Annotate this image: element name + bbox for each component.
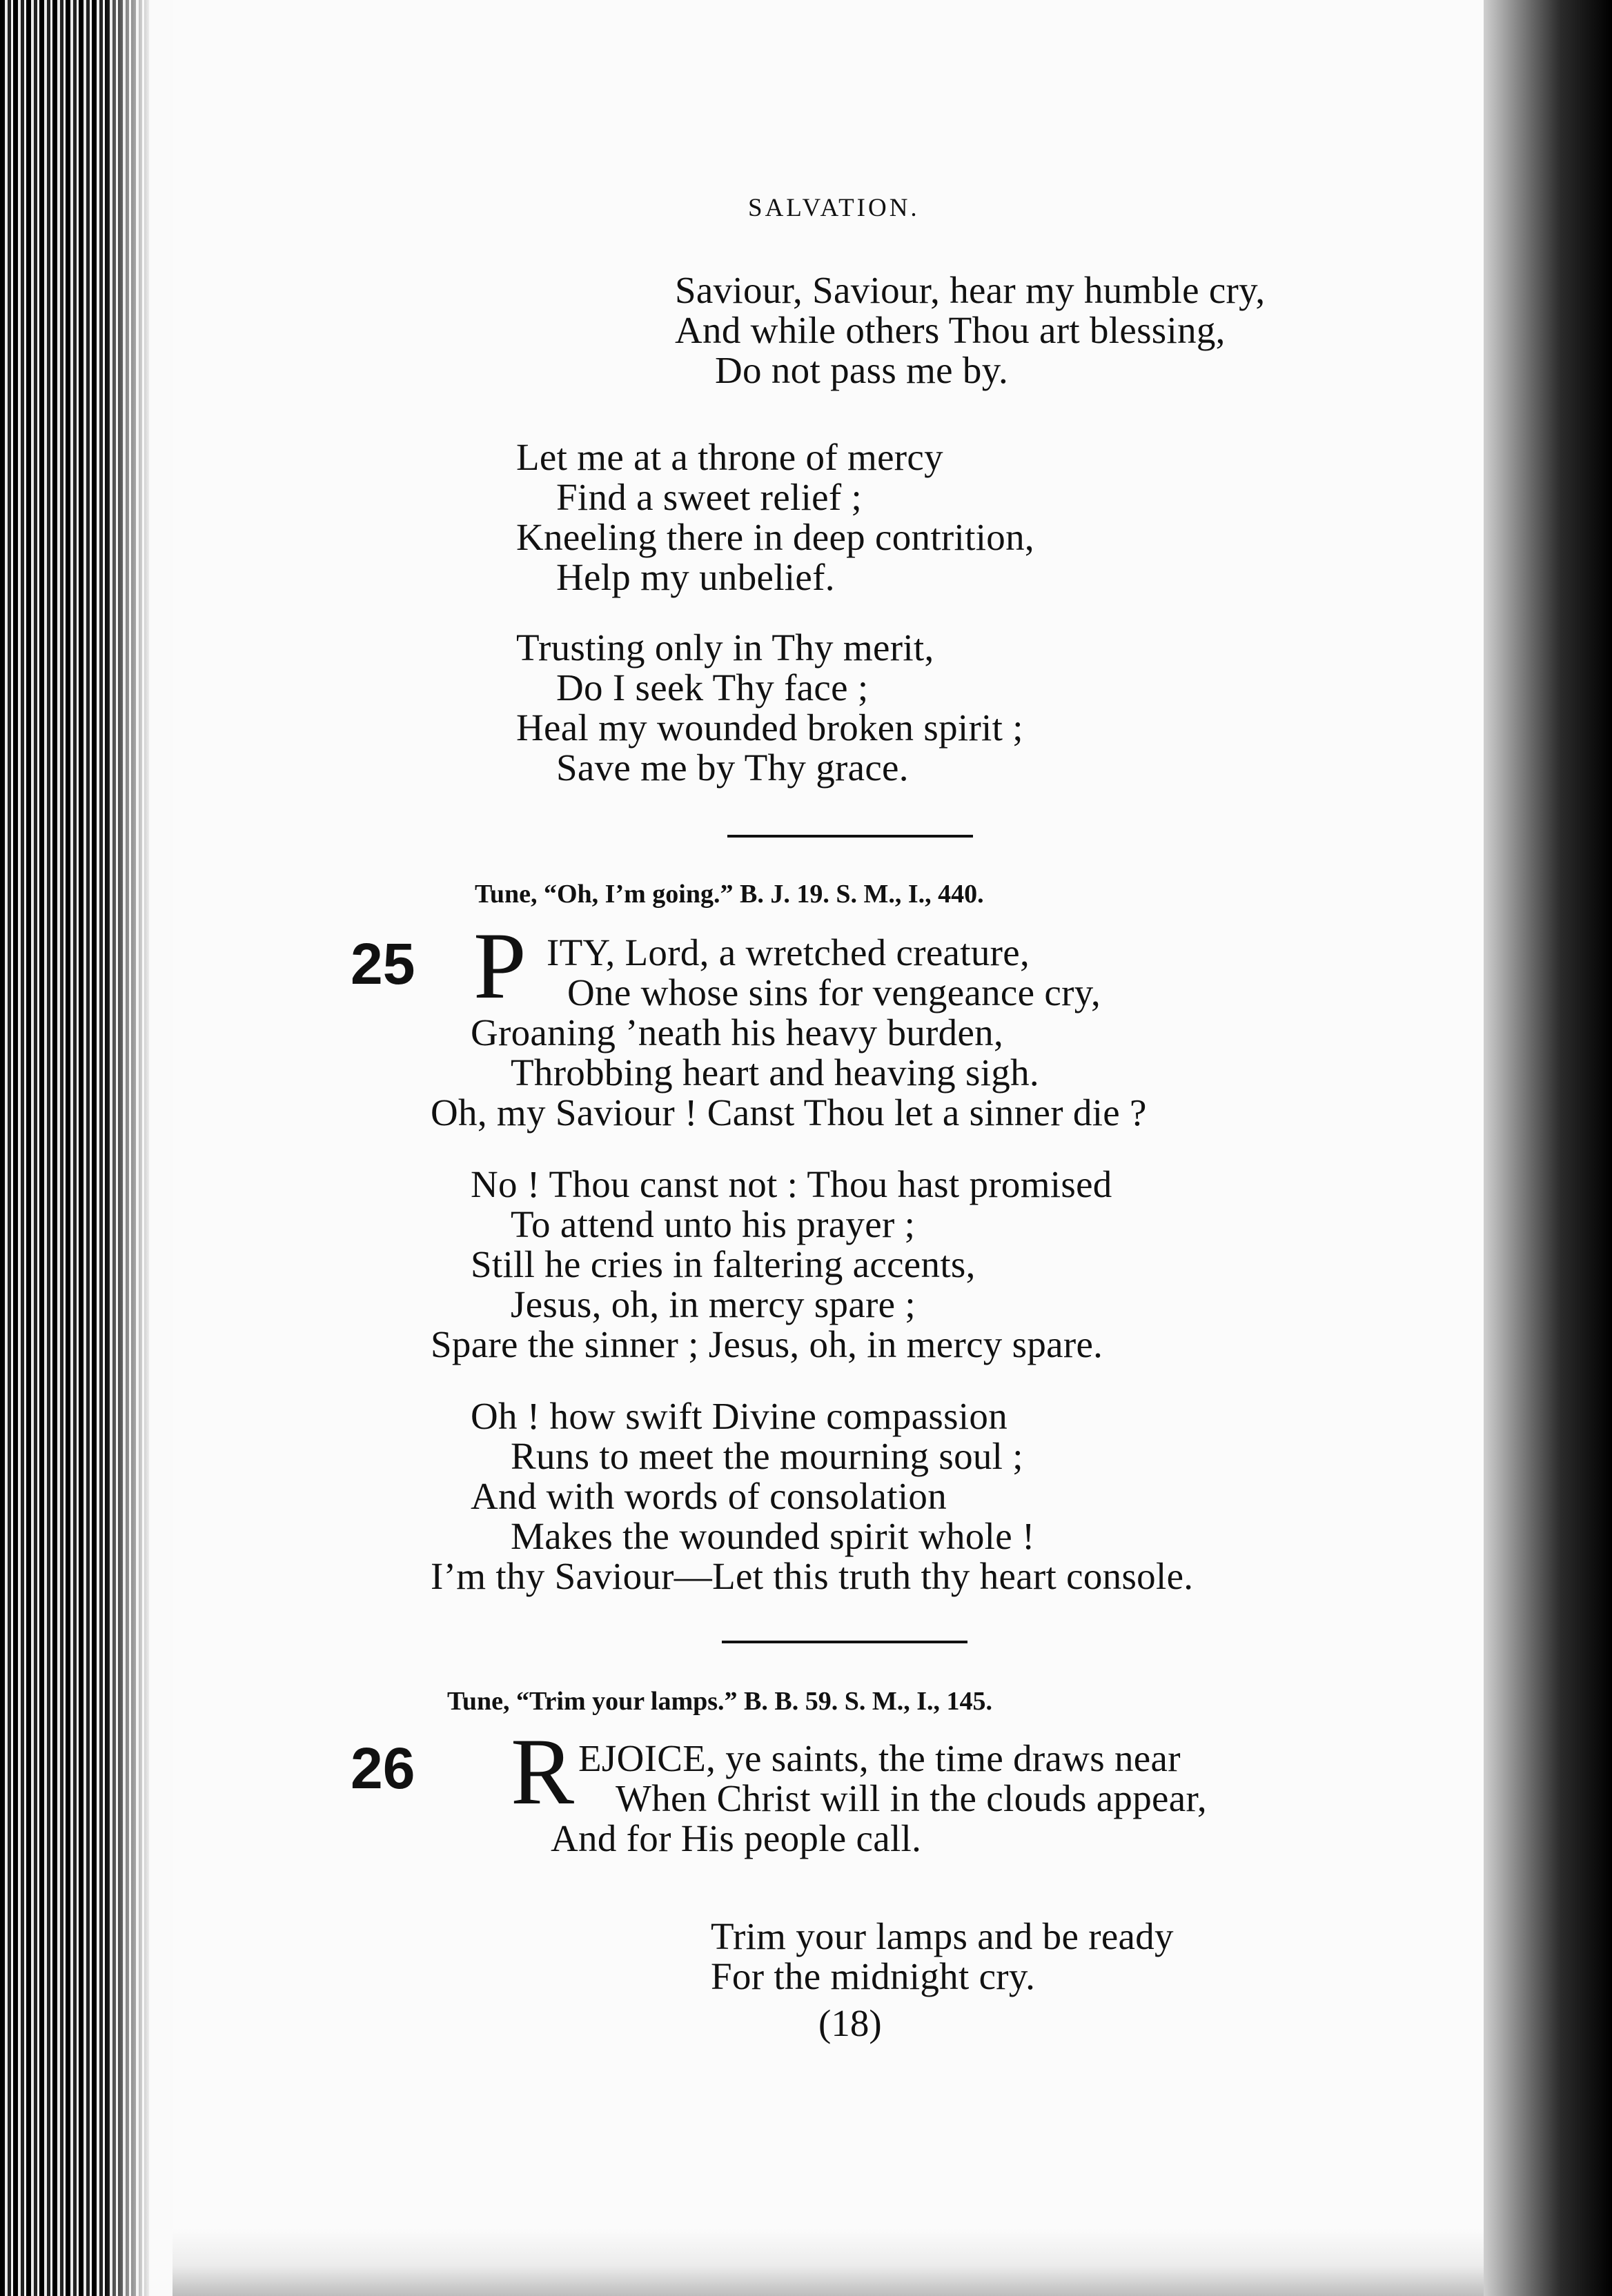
verse-line: Oh, my Saviour ! Canst Thou let a sinner die ? bbox=[431, 1091, 1147, 1134]
verse-line: EJOICE, ye saints, the time draws near bbox=[578, 1737, 1181, 1779]
page-number: (18) bbox=[818, 2002, 882, 2044]
hymn-number-25: 25 bbox=[351, 931, 415, 996]
verse-line: Trusting only in Thy merit, bbox=[516, 626, 934, 669]
dropcap-26: R bbox=[511, 1719, 575, 1824]
chorus-line: Trim your lamps and be ready bbox=[711, 1915, 1174, 1957]
verse-line: Throbbing heart and heaving sigh. bbox=[511, 1051, 1039, 1093]
section-divider bbox=[727, 835, 973, 838]
verse-line: Find a sweet relief ; bbox=[556, 476, 863, 518]
verse-line: Still he cries in faltering accents, bbox=[471, 1243, 976, 1285]
chorus-top-line: Saviour, Saviour, hear my humble cry, bbox=[675, 269, 1266, 311]
chorus-top-line: And while others Thou art blessing, bbox=[675, 309, 1226, 351]
verse-line: Heal my wounded broken spirit ; bbox=[516, 706, 1023, 749]
section-divider bbox=[722, 1641, 967, 1643]
verse-line: Let me at a throne of mercy bbox=[516, 436, 943, 478]
verse-line: And for His people call. bbox=[551, 1817, 922, 1859]
book-right-edge bbox=[1484, 0, 1612, 2296]
verse-line: One whose sins for vengeance cry, bbox=[567, 971, 1101, 1013]
verse-line: Kneeling there in deep contrition, bbox=[516, 516, 1034, 558]
book-left-edge bbox=[0, 0, 173, 2296]
verse-line: To attend unto his prayer ; bbox=[511, 1203, 916, 1245]
verse-line: ITY, Lord, a wretched creature, bbox=[547, 931, 1030, 973]
verse-line: Spare the sinner ; Jesus, oh, in mercy spare. bbox=[431, 1323, 1103, 1365]
verse-line: Groaning ’neath his heavy burden, bbox=[471, 1011, 1004, 1053]
tune-line-26: Tune, “Trim your lamps.” B. B. 59. S. M., I., 145. bbox=[447, 1687, 993, 1716]
verse-line: Runs to meet the mourning soul ; bbox=[511, 1435, 1023, 1477]
tune-line-25: Tune, “Oh, I’m going.” B. J. 19. S. M., I., 440. bbox=[475, 880, 984, 909]
verse-line: Do I seek Thy face ; bbox=[556, 666, 869, 709]
chorus-line: For the midnight cry. bbox=[711, 1955, 1036, 1997]
dropcap-25: P bbox=[473, 913, 527, 1018]
hymn-number-26: 26 bbox=[351, 1736, 415, 1801]
verse-line: Help my unbelief. bbox=[556, 556, 835, 598]
verse-line: No ! Thou canst not : Thou hast promised bbox=[471, 1163, 1112, 1205]
verse-line: Jesus, oh, in mercy spare ; bbox=[511, 1283, 916, 1325]
verse-line: I’m thy Saviour—Let this truth thy heart console. bbox=[431, 1555, 1194, 1597]
chorus-top-line: Do not pass me by. bbox=[715, 349, 1008, 391]
verse-line: And with words of consolation bbox=[471, 1475, 947, 1517]
verse-line: Oh ! how swift Divine compassion bbox=[471, 1395, 1008, 1437]
verse-line: When Christ will in the clouds appear, bbox=[616, 1777, 1207, 1819]
verse-line: Makes the wounded spirit whole ! bbox=[511, 1515, 1035, 1557]
running-header: SALVATION. bbox=[748, 194, 920, 222]
page-bottom-shadow bbox=[173, 2228, 1484, 2296]
verse-line: Save me by Thy grace. bbox=[556, 746, 909, 789]
